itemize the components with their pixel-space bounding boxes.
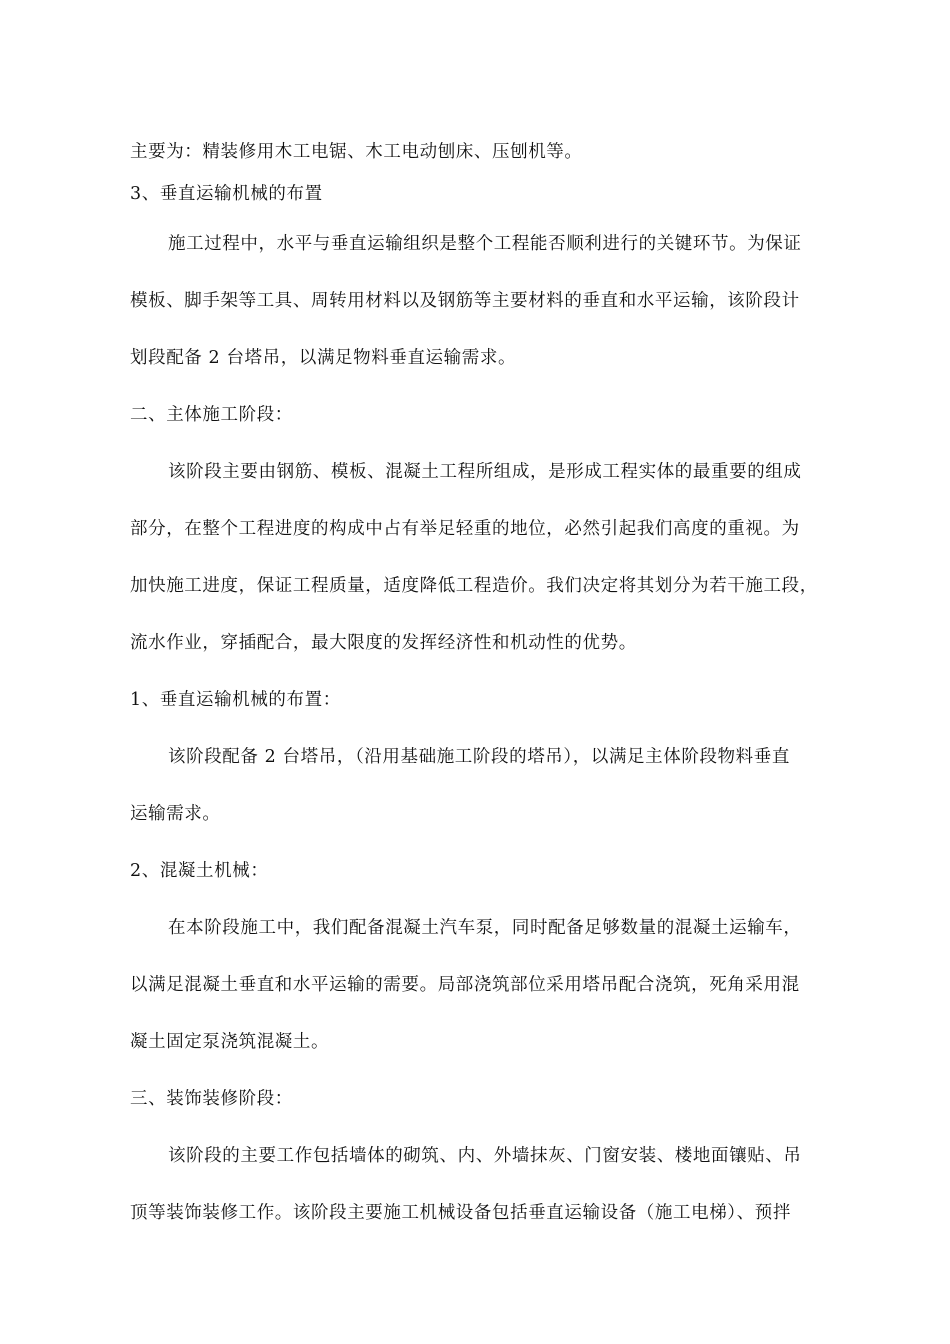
paragraph-line: 模板、脚手架等工具、周转用材料以及钢筋等主要材料的垂直和水平运输，该阶段计 (130, 291, 800, 311)
paragraph-line: 运输需求。 (130, 804, 221, 824)
paragraph-line: 流水作业，穿插配合，最大限度的发挥经济性和机动性的优势。 (130, 633, 637, 653)
paragraph-line: 部分，在整个工程进度的构成中占有举足轻重的地位，必然引起我们高度的重视。为 (130, 519, 800, 539)
paragraph-line: 该阶段主要由钢筋、模板、混凝土工程所组成，是形成工程实体的最重要的组成 (168, 462, 802, 482)
section-heading: 3、垂直运输机械的布置 (130, 184, 323, 204)
paragraph-line: 该阶段的主要工作包括墙体的砌筑、内、外墙抹灰、门窗安装、楼地面镶贴、吊 (168, 1146, 802, 1166)
section-heading: 2、混凝土机械： (130, 861, 269, 881)
section-heading: 二、主体施工阶段： (130, 405, 293, 425)
paragraph-line: 以满足混凝土垂直和水平运输的需要。局部浇筑部位采用塔吊配合浇筑，死角采用混 (130, 975, 800, 995)
paragraph-line: 该阶段配备 2 台塔吊，（沿用基础施工阶段的塔吊），以满足主体阶段物料垂直 (168, 747, 790, 767)
paragraph-line: 凝土固定泵浇筑混凝土。 (130, 1032, 330, 1052)
paragraph-line: 顶等装饰装修工作。该阶段主要施工机械设备包括垂直运输设备（施工电梯）、预拌 (130, 1203, 791, 1223)
section-heading: 三、装饰装修阶段： (130, 1089, 293, 1109)
paragraph-line: 加快施工进度，保证工程质量，适度降低工程造价。我们决定将其划分为若干施工段， (130, 576, 818, 596)
paragraph-line: 施工过程中，水平与垂直运输组织是整个工程能否顺利进行的关键环节。为保证 (168, 234, 802, 254)
paragraph-line: 在本阶段施工中，我们配备混凝土汽车泵，同时配备足够数量的混凝土运输车， (168, 918, 802, 938)
paragraph-line: 划段配备 2 台塔吊，以满足物料垂直运输需求。 (130, 348, 517, 368)
paragraph-line: 主要为：精装修用木工电锯、木工电动刨床、压刨机等。 (130, 142, 583, 162)
section-heading: 1、垂直运输机械的布置： (130, 690, 341, 710)
